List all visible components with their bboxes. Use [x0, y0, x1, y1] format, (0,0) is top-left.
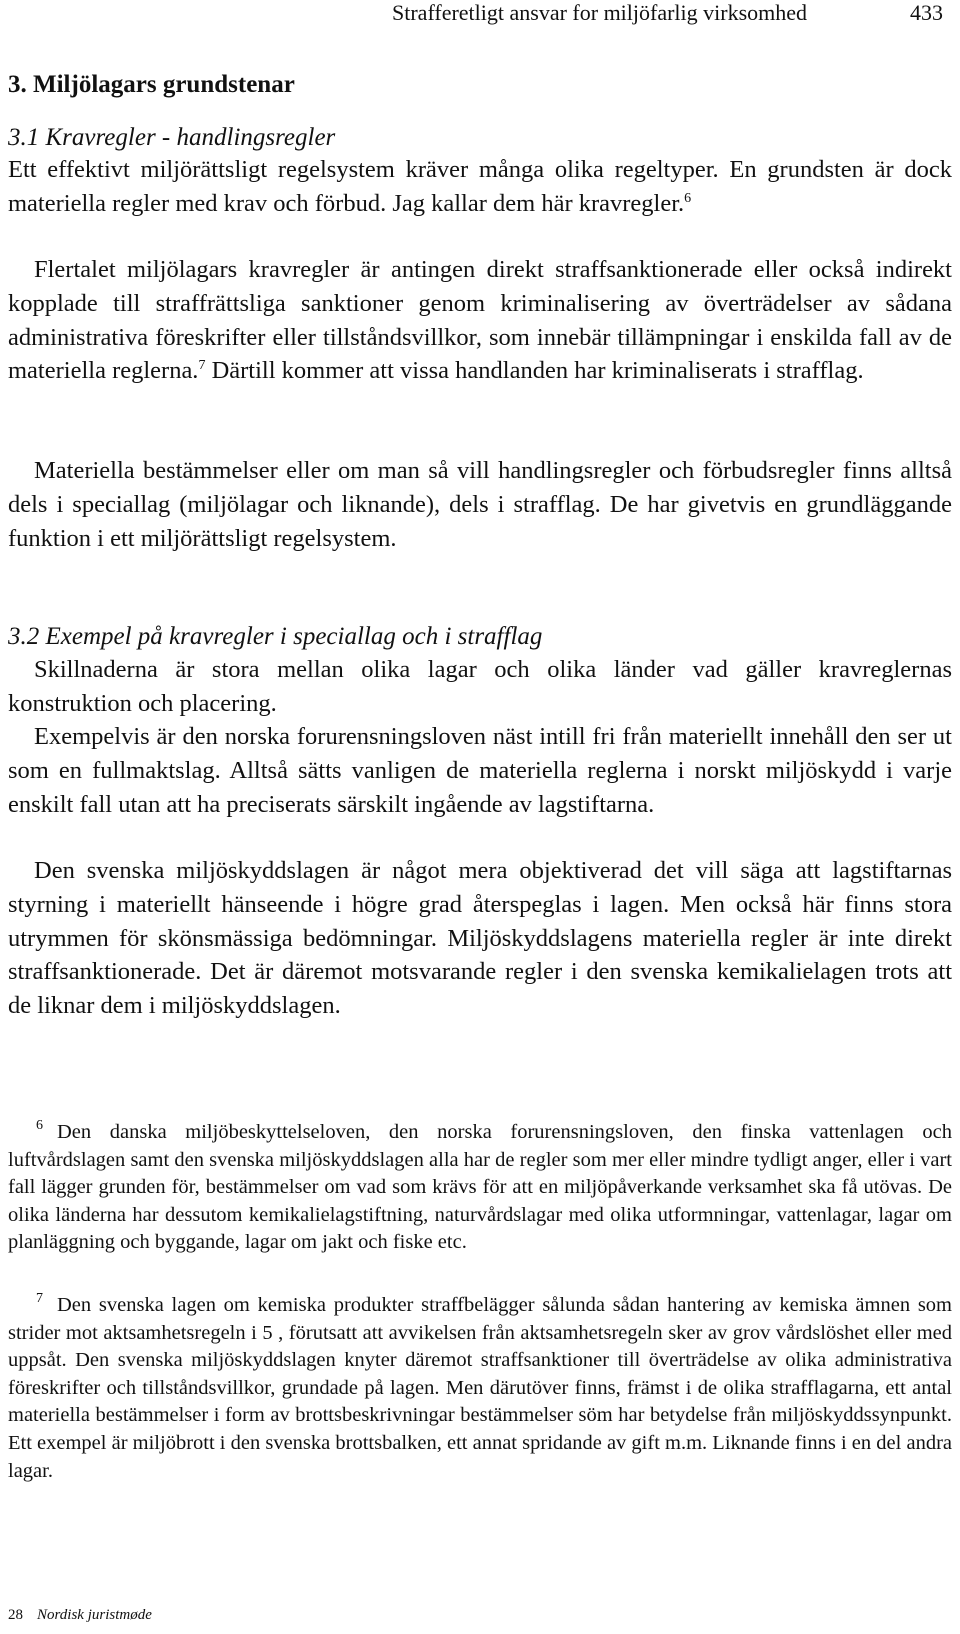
footnote-reference-6[interactable]: 6 [684, 190, 692, 206]
footnote-text: Den svenska lagen om kemiska produkter straffbelägger sålunda sådan hantering av kemiska ämnen som strider mot aktsamhetsregeln i 5 , förutsatt att avvikelsen från aktsamhetsregeln sker av grov vårdslöshet eller med uppsåt. Den svenska miljöskyddslagen knyter däremot straffsanktioner till överträdelse av olika administrativa föreskrifter och tillståndsvillkor, grundade på lagen. Men därutöver finns, främst i de olika strafflagarna, ett antal materiella bestämmelser i form av brottsbeskrivningar bestämmelser söm har betydelse från miljöskyddssynpunkt. Ett exempel är miljöbrott i den svenska brottsbalken, ett annat spridande av gift m.m. Liknande finns i en del andra lagar. [8, 1294, 952, 1482]
paragraph-exempelvis: Exempelvis är den norska forurensningsloven näst intill fri från materiellt innehåll den ser ut som en fullmaktslag. Alltså sätts vanligen de materiella reglerna i norskt miljöskydd i varje enskilt fall utan att ha preciserats särskilt ingående av lagstiftarna. [8, 723, 952, 818]
footer-journal: Nordisk juristmøde [37, 1607, 152, 1623]
paragraph-text: Ett effektivt miljörättsligt regelsystem kräver många olika regeltyper. En grundsten är dock materiella regler med krav och förbud. Jag kallar dem här kravregler. [8, 156, 952, 217]
paragraph-flertalet [8, 253, 952, 388]
page-footer [8, 1606, 152, 1624]
footnote-7 [8, 1285, 952, 1485]
footer-number: 28 [8, 1607, 23, 1623]
paragraph-text-continued: Därtill kommer att vissa handlanden har kriminaliserats i strafflag. [205, 357, 864, 385]
footnote-6 [8, 1112, 952, 1257]
paragraph-svenska-miljoskyddslagen: Den svenska miljöskyddslagen är något mera objektiverad det vill säga att lagstiftarnas styrning i materiellt hänseende i högre grad återspeglas i lagen. Men också här finns stora utrymmen för skönsmässiga bedömningar. Miljöskyddslagens materiella regler är inte direkt straffsanktionerade. Det är däremot motsvarande regler i den svenska kemikalielagen trots att de liknar dem i miljöskyddslagen. [8, 857, 952, 1020]
footnote-mark: 6 [36, 1118, 43, 1133]
footnote-text: Den danska miljöbeskyttelseloven, den norska forurensningsloven, den finska vattenlagen och luftvårdslagen samt den svenska miljöskyddslagen alla har de regler som mer eller mindre tydligt anger, eller i vart fall lägger grunden för, bestämmelser om vad som krävs för att en miljöpåverkande verksamhet ska få utövas. De olika länderna har dessutom kemikalielagstiftning, naturvårdslagar med olika utformningar, vattenlagar, lagar om planläggning och byggande, lagar om jakt och fiske etc. [8, 1121, 952, 1254]
subsection-heading-3-1: 3.1 Kravregler - handlingsregler [8, 124, 336, 151]
paragraph-materiella-bestammelser: Materiella bestämmelser eller om man så vill handlingsregler och förbudsregler finns alltså dels i speciallag (miljölagar och liknande), dels i strafflag. De har givetvis en grundläggande funktion i ett miljörättsligt regelsystem. [8, 457, 952, 552]
running-title: Strafferetligt ansvar for miljöfarlig virksomhed [392, 0, 808, 25]
paragraph-skillnaderna: Skillnaderna är stora mellan olika lagar och olika länder vad gäller kravreglernas konstruktion och placering. [8, 656, 952, 717]
page-number: 433 [910, 0, 943, 25]
paragraph-text: Flertalet miljölagars kravregler är antingen direkt straffsanktionerade eller också indirekt kopplade till straffrättsliga sanktioner genom kriminalisering av överträdelser av sådana administrativa föreskrifter eller tillståndsvillkor, som innebär tillämpningar i enskilda fall av de materiella reglerna. [8, 256, 952, 385]
paragraph-kravregler-intro [8, 153, 952, 221]
footnote-mark: 7 [36, 1291, 43, 1306]
section-heading: 3. Miljölagars grundstenar [8, 71, 295, 98]
subsection-heading-3-2: 3.2 Exempel på kravregler i speciallag och i strafflag [8, 623, 543, 650]
footnote-reference-7[interactable]: 7 [198, 358, 206, 374]
